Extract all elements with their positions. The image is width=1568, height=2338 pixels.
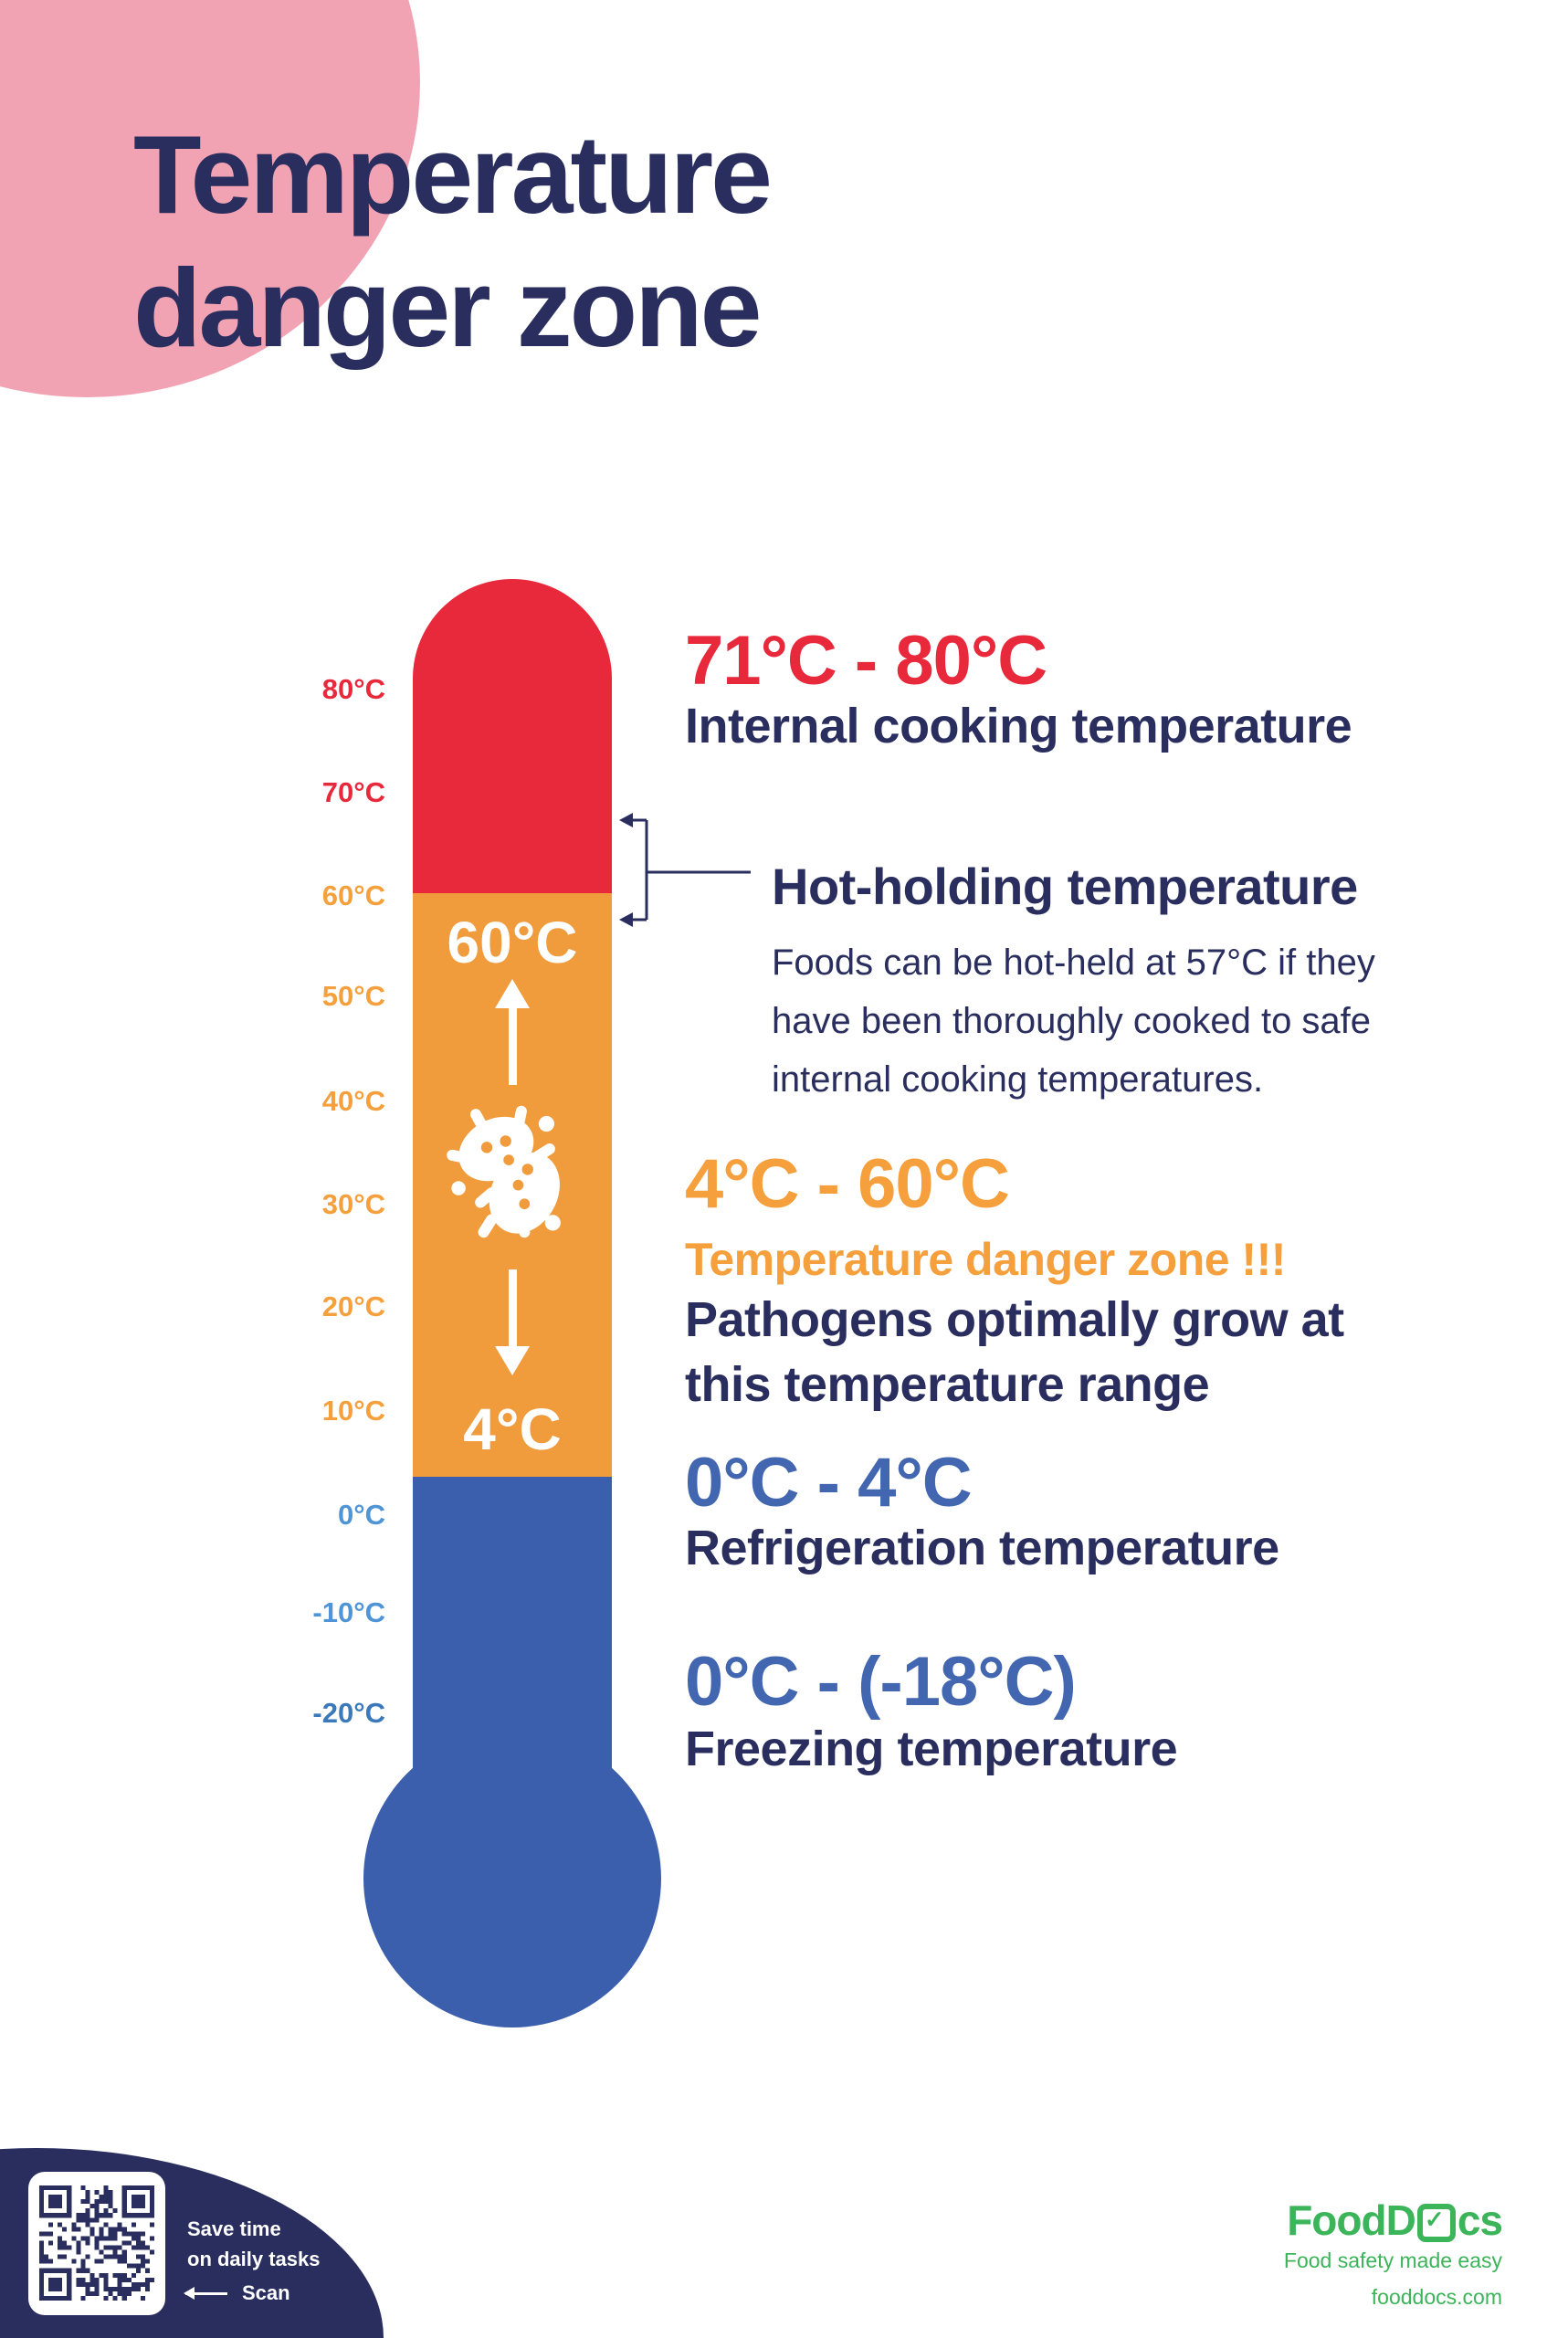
scale-label-20: 20°C: [321, 1290, 385, 1322]
scale-label-70: 70°C: [321, 776, 385, 808]
logo-text-part2: cs: [1457, 2196, 1502, 2244]
scan-label: Scan: [242, 2281, 290, 2304]
danger-range-heading: 4°C - 60°C: [685, 1145, 1009, 1223]
title-line-1: Temperature: [133, 112, 770, 237]
cooking-range-heading: 71°C - 80°C: [685, 622, 1047, 700]
scan-row: [185, 2281, 290, 2305]
down-arrow-shaft: [509, 1269, 517, 1350]
brand-tagline: Food safety made easy: [1283, 2248, 1502, 2272]
scale-label-80: 80°C: [321, 673, 385, 705]
danger-zone-top-temp: 60°C: [447, 910, 578, 975]
thermometer-bulb: [363, 1730, 661, 2027]
page-title: [133, 108, 770, 375]
freezing-range-heading: 0°C - (-18°C): [685, 1643, 1076, 1721]
title-line-2: danger zone: [133, 246, 760, 371]
fooddocs-logo: [1287, 2196, 1502, 2245]
scale-label-40: 40°C: [321, 1085, 385, 1117]
hot-holding-title: Hot-holding temperature: [772, 858, 1358, 915]
thermometer-hot-zone: [413, 579, 612, 893]
scale-label-0: 0°C: [337, 1499, 385, 1531]
qr-caption-line2: on daily tasks: [187, 2248, 321, 2270]
scale-label-m10: -10°C: [312, 1596, 385, 1628]
left-arrow-icon: [185, 2292, 227, 2295]
scale-label-m20: -20°C: [312, 1697, 385, 1729]
cooking-label: Internal cooking temperature: [685, 699, 1352, 753]
scale-label-10: 10°C: [321, 1395, 385, 1427]
logo-text-part1: FoodD: [1287, 2196, 1415, 2244]
pathogen-germ-icon: [437, 1099, 594, 1256]
qr-code: [28, 2172, 165, 2315]
danger-description-line1: Pathogens optimally grow at: [685, 1292, 1344, 1347]
checkbox-icon: [1417, 2204, 1456, 2242]
qr-caption: [187, 2214, 321, 2274]
danger-warning-label: Temperature danger zone !!!: [685, 1234, 1286, 1285]
hot-holding-body: [772, 933, 1375, 1109]
freezing-label: Freezing temperature: [685, 1722, 1178, 1776]
danger-zone-bottom-temp: 4°C: [463, 1396, 562, 1462]
up-arrow-shaft: [509, 1005, 517, 1085]
danger-description-line2: this temperature range: [685, 1357, 1210, 1413]
brand-website: fooddocs.com: [1371, 2285, 1502, 2309]
hot-holding-body-line3: internal cooking temperatures.: [772, 1059, 1264, 1100]
qr-caption-line1: Save time: [187, 2217, 281, 2240]
hot-holding-bracket: [603, 804, 767, 932]
refrigeration-label: Refrigeration temperature: [685, 1521, 1279, 1575]
scale-label-50: 50°C: [321, 980, 385, 1012]
scale-label-60: 60°C: [321, 879, 385, 911]
refrigeration-range-heading: 0°C - 4°C: [685, 1444, 972, 1522]
scale-label-30: 30°C: [321, 1188, 385, 1220]
down-arrow-icon: [495, 1346, 530, 1375]
danger-description: [685, 1288, 1344, 1418]
hot-holding-body-line1: Foods can be hot-held at 57°C if they: [772, 943, 1375, 983]
hot-holding-body-line2: have been thoroughly cooked to safe: [772, 1001, 1372, 1041]
